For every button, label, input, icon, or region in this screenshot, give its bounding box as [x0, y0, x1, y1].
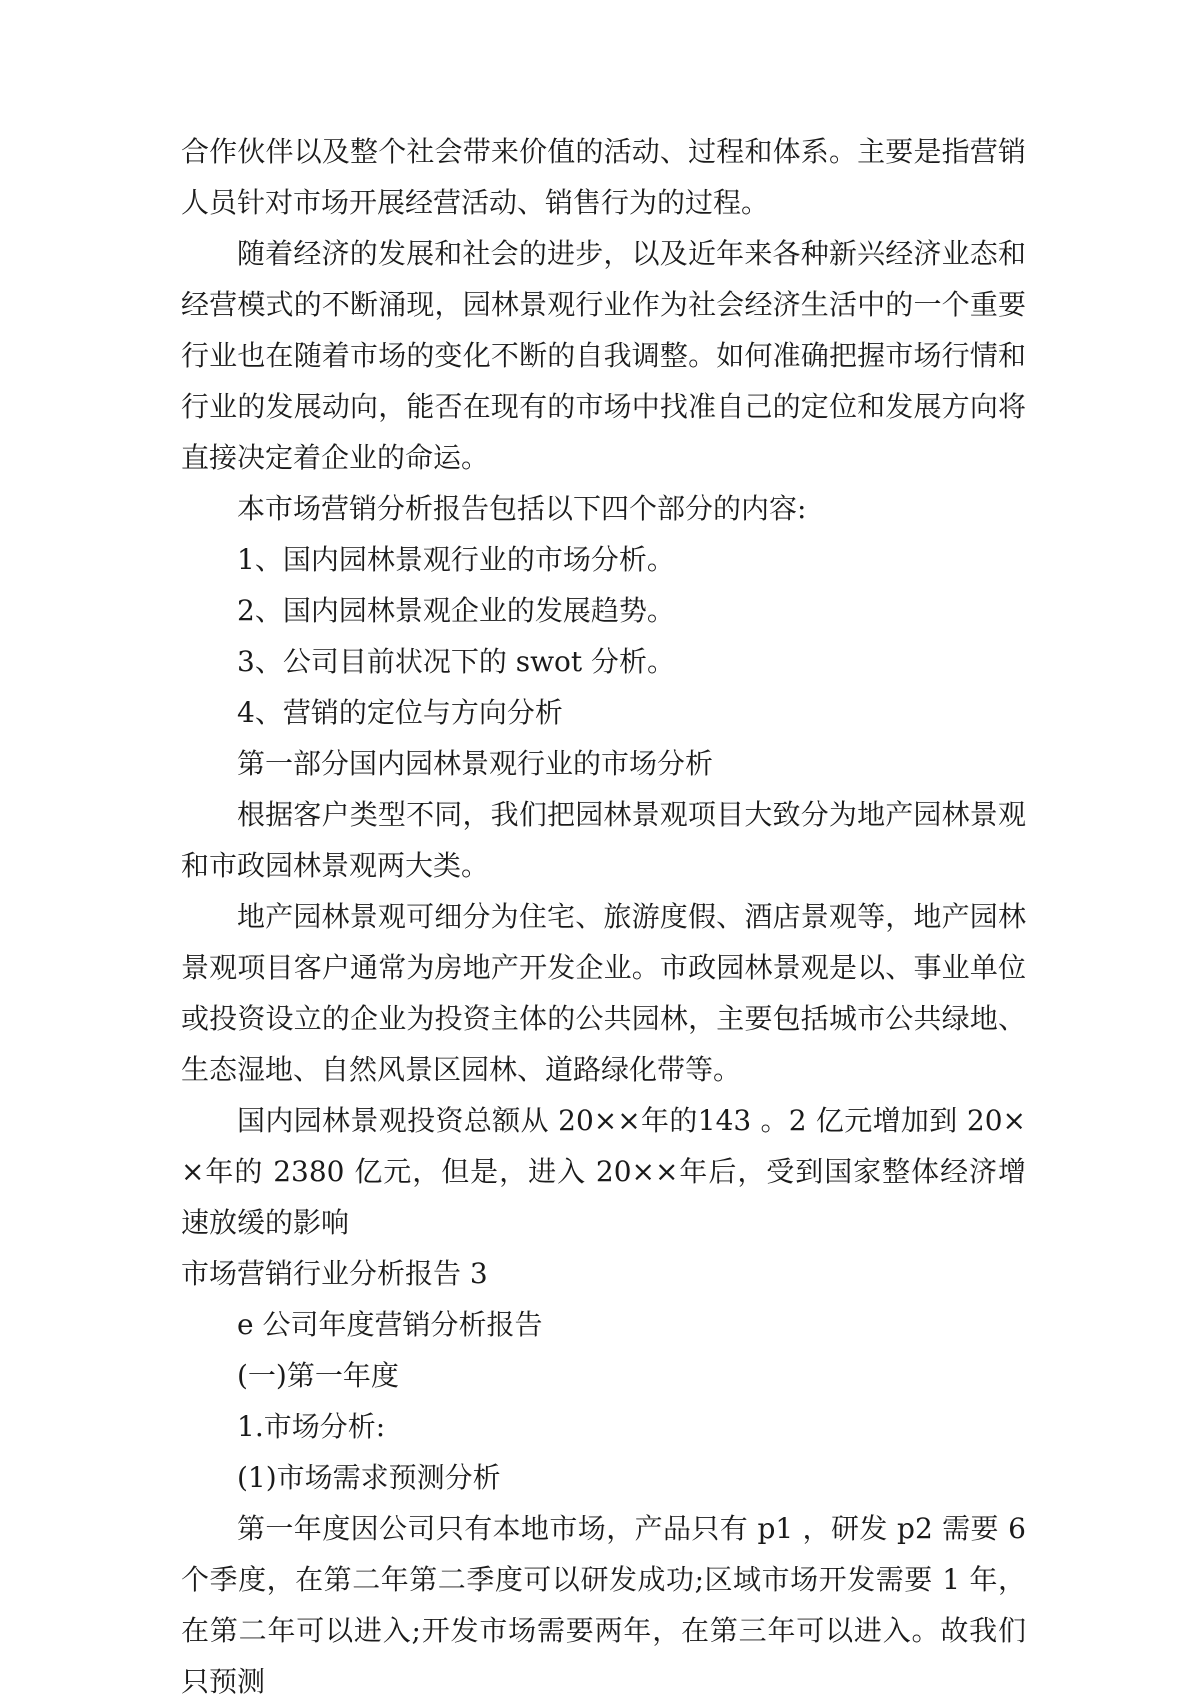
paragraph-first-year-forecast: 第一年度因公司只有本地市场，产品只有 p1 ，研发 p2 需要 6 个季度，在第二年第二季度可以研发成功;区域市场开发需要 1 年，在第二年可以进入;开发市场需要两年，在第三年可以进入。故我们只预测: [181, 1512, 1026, 1698]
paragraph-report-overview: 本市场营销分析报告包括以下四个部分的内容:: [237, 492, 807, 525]
paragraph-landscape-categories: 地产园林景观可细分为住宅、旅游度假、酒店景观等，地产园林景观项目客户通常为房地产开发企业。市政园林景观是以、事业单位或投资设立的企业为投资主体的公共园林，主要包括城市公共绿地、生态湿地、自然风景区园林、道路绿化带等。: [181, 900, 1026, 1086]
paragraph-industry-background: 随着经济的发展和社会的进步，以及近年来各种新兴经济业态和经营模式的不断涌现，园林景观行业作为社会经济生活中的一个重要行业也在随着市场的变化不断的自我调整。如何准确把握市场行情和行业的发展动向，能否在现有的市场中找准自己的定位和发展方向将直接决定着企业的命运。: [181, 237, 1026, 474]
list-item-2: 2、国内园林景观企业的发展趋势。: [237, 594, 675, 627]
paragraph-investment-totals: 国内园林景观投资总额从 20××年的143 。2 亿元增加到 20××年的 2380 亿元，但是，进入 20××年后，受到国家整体经济增速放缓的影响: [181, 1104, 1026, 1239]
document-page: [181, 126, 1026, 1707]
paragraph-marketing-definition-continued: 合作伙伴以及整个社会带来价值的活动、过程和体系。主要是指营销人员针对市场开展经营活动、销售行为的过程。: [181, 135, 1026, 219]
list-item-4: 4、营销的定位与方向分析: [237, 696, 563, 729]
list-item-3: 3、公司目前状况下的 swot 分析。: [237, 645, 676, 678]
subheading-market-analysis: 1.市场分析:: [237, 1410, 386, 1443]
section-heading-part-one: 第一部分国内园林景观行业的市场分析: [237, 747, 714, 780]
report-title: 市场营销行业分析报告 3: [181, 1257, 488, 1290]
subheading-first-year: (一)第一年度: [237, 1359, 399, 1392]
paragraph-customer-types: 根据客户类型不同，我们把园林景观项目大致分为地产园林景观和市政园林景观两大类。: [181, 798, 1026, 882]
subheading-demand-forecast: (1)市场需求预测分析: [237, 1461, 501, 1494]
report-subtitle: e 公司年度营销分析报告: [237, 1308, 543, 1341]
list-item-1: 1、国内园林景观行业的市场分析。: [237, 543, 675, 576]
